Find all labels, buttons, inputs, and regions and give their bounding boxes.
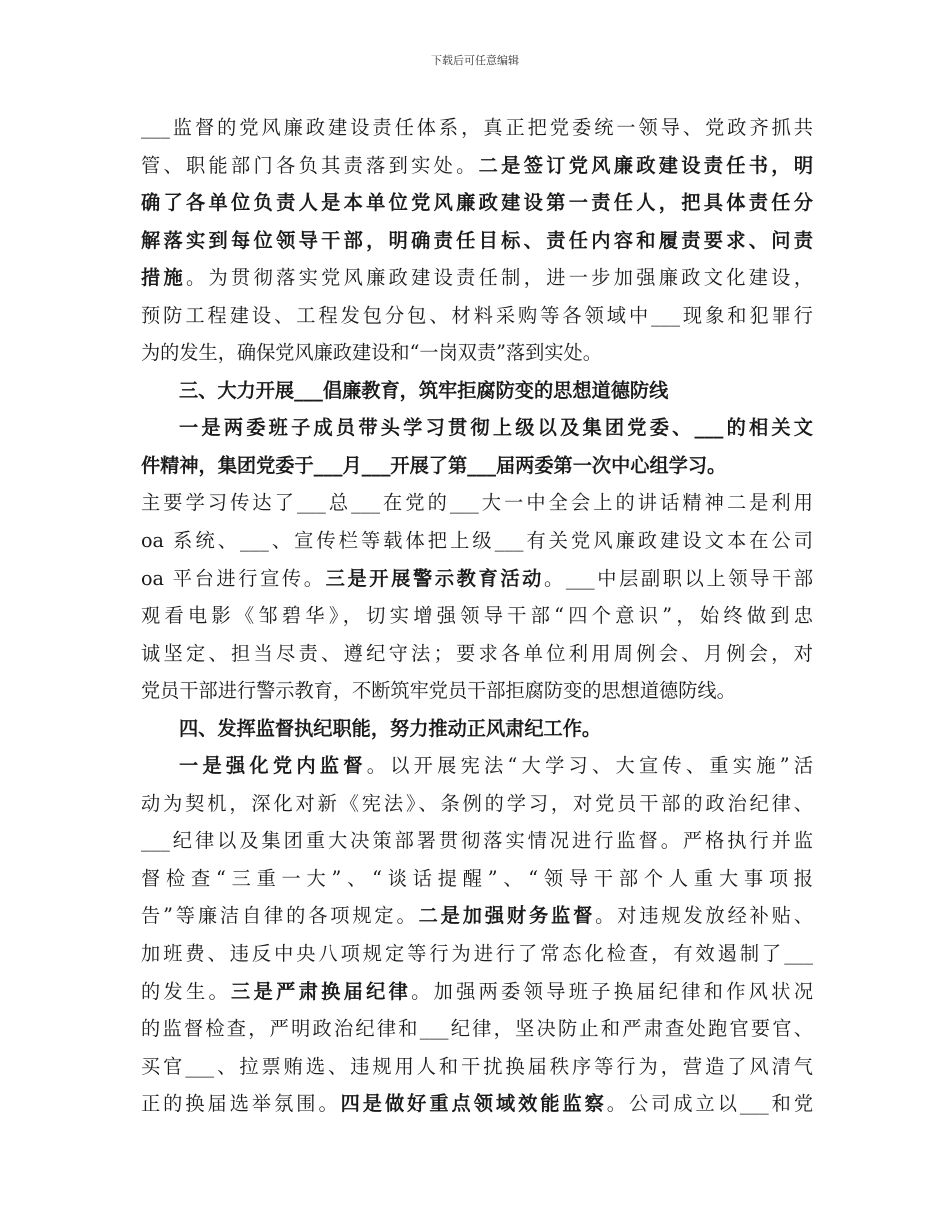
text-run: 的监督检查，严明政治纪律和___纪律，坚决防止和严肃查处跑官要官、 <box>141 1017 813 1041</box>
text-run: 。对违规发放经补贴、 <box>595 904 814 928</box>
text-run: oa 系统、___、宣传栏等载体把上级___有关党风廉政建设文本在公司 <box>141 529 813 553</box>
text-line <box>141 447 813 485</box>
text-line <box>141 672 813 710</box>
bold-text-run: 解落实到每位领导干部，明确责任目标、责任内容和履责要求、问责 <box>141 228 813 252</box>
text-run: 。加强两委领导班子换届纪律和作风状况 <box>411 979 814 1003</box>
text-line <box>141 259 813 297</box>
text-line <box>141 747 813 785</box>
text-line <box>141 372 813 410</box>
text-line <box>141 147 813 185</box>
text-line <box>141 522 813 560</box>
text-run: 。为贯彻落实党风廉政建设责任制，进一步加强廉政文化建设， <box>186 266 814 290</box>
bold-text-run: 确了各单位负责人是本单位党风廉政建设第一责任人，把具体责任分 <box>141 191 813 215</box>
text-line <box>141 1085 813 1123</box>
text-run: 动为契机，深化对新《宪法》、条例的学习，对党员干部的政治纪律、 <box>141 791 813 815</box>
text-run: 。___中层副职以上领导干部 <box>544 566 814 590</box>
text-line <box>141 222 813 260</box>
text-run: ___监督的党风廉政建设责任体系，真正把党委统一领导、党政齐抓共 <box>141 116 813 139</box>
text-run: ___纪律以及集团重大决策部署贯彻落实情况进行监督。严格执行并监 <box>141 829 813 853</box>
text-line <box>141 785 813 823</box>
text-run: 。以开展宪法“大学习、大宣传、重实施”活 <box>366 754 814 778</box>
text-run: 观看电影《邹碧华》，切实增强领导干部“四个意识”，始终做到忠 <box>141 604 813 628</box>
text-line <box>141 860 813 898</box>
text-run: 加班费、违反中央八项规定等行为进行了常态化检查，有效遏制了___ <box>141 942 813 966</box>
text-run: 。公司成立以___和党 <box>606 1092 814 1116</box>
text-line <box>141 334 813 372</box>
bold-text-run: 三是严肃换届纪律 <box>231 979 412 1003</box>
text-run: 党员干部进行警示教育，不断筑牢党员干部拒腐防变的思想道德防线。 <box>141 679 736 703</box>
bold-text-run: 三是开展警示教育活动 <box>325 566 545 590</box>
bold-text-run: 四是做好重点领域效能监察 <box>340 1092 607 1116</box>
bold-text-run: 三、大力开展___倡廉教育，筑牢拒腐防变的思想道德防线 <box>179 378 669 402</box>
document-body <box>141 109 813 1123</box>
bold-text-run: 二是加强财务监督 <box>418 904 596 928</box>
text-line <box>141 1010 813 1048</box>
text-run: 告”等廉洁自律的各项规定。 <box>141 904 419 928</box>
text-run: 管、职能部门各负其责落到实处。 <box>141 153 479 177</box>
bold-text-run: 措施 <box>141 266 187 290</box>
text-run: 诚坚定、担当尽责、遵纪守法；要求各单位利用周例会、月例会，对 <box>141 641 813 665</box>
text-line <box>141 109 813 147</box>
text-run: 的发生。 <box>141 979 232 1003</box>
bold-text-run: 四、发挥监督执纪职能，努力推动正风肃纪工作。 <box>179 716 602 740</box>
text-line <box>141 560 813 598</box>
text-line <box>141 484 813 522</box>
text-run: 预防工程建设、工程发包分包、材料采购等各领域中___现象和犯罪行 <box>141 303 813 327</box>
text-run: 正的换届选举氛围。 <box>141 1092 341 1116</box>
text-run: 主要学习传达了___总___在党的___大一中全会上的讲话精神二是利用 <box>141 491 813 515</box>
text-run: oa 平台进行宣传。 <box>141 566 326 590</box>
bold-text-run: 件精神，集团党委于___月___开展了第___届两委第一次中心组学习。 <box>141 453 727 477</box>
text-run: 为的发生，确保党风廉政建设和“一岗双责”落到实处。 <box>141 341 602 365</box>
text-line <box>141 597 813 635</box>
text-line <box>141 710 813 748</box>
text-line <box>141 973 813 1011</box>
text-run: 买官___、拉票贿选、违规用人和干扰换届秩序等行为，营造了风清气 <box>141 1054 813 1078</box>
text-line <box>141 935 813 973</box>
text-line <box>141 1048 813 1086</box>
text-line <box>141 409 813 447</box>
text-line <box>141 184 813 222</box>
bold-text-run: 一是两委班子成员带头学习贯彻上级以及集团党委、___的相关文 <box>179 416 813 440</box>
bold-text-run: 一是强化党内监督 <box>179 754 367 778</box>
text-line <box>141 822 813 860</box>
text-line <box>141 897 813 935</box>
text-run: 督检查“三重一大”、“谈话提醒”、“领导干部个人重大事项报 <box>141 866 813 890</box>
bold-text-run: 二是签订党风廉政建设责任书，明 <box>478 153 814 177</box>
page-header: 下载后可任意编辑 <box>431 54 519 67</box>
text-line <box>141 635 813 673</box>
text-line <box>141 297 813 335</box>
